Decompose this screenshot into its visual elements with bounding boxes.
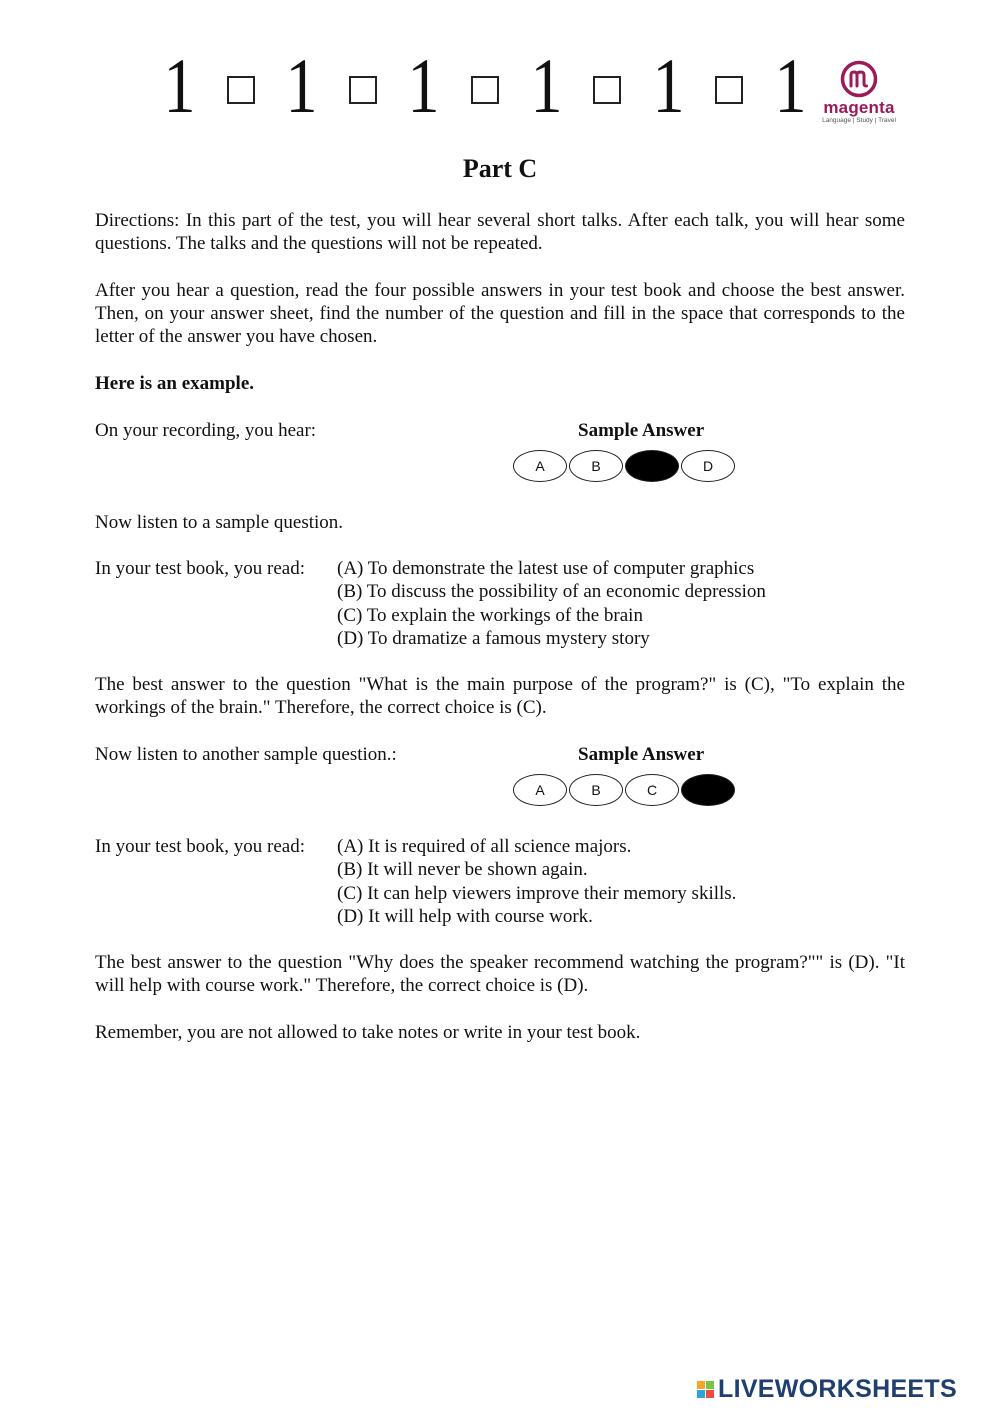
sample2-read-label: In your test book, you read: [95,836,306,857]
sample2-prompt: Now listen to another sample question.: [95,744,397,765]
option-a: (A) It is required of all science majors. [337,836,632,857]
option-b: (B) To discuss the possibility of an economic depression [337,581,766,603]
sample2-explanation: The best answer to the question "Why does the speaker recommend watching the program?"" is (D). "It will help with course work." Therefore, the correct choice is (D). [95,952,905,996]
liveworksheets-logo-icon [697,1381,714,1398]
sample1-read-label: In your test book, you read: [95,558,306,579]
checkbox-square [715,76,743,104]
directions-paragraph-2: After you hear a question, read the four possible answers in your test book and choose the best answer. Then, on your answer sheet, find the number of the question and fill in the space that corresponds to the letter of the answer you have chosen. [95,280,905,347]
number-one: 1 [285,41,318,129]
answer-bubble-b: B [569,774,623,806]
logo-brand: magenta [823,98,895,117]
checkbox-square [471,76,499,104]
number-one: 1 [652,41,685,129]
number-one: 1 [774,41,807,129]
number-one: 1 [407,41,440,129]
page-title: Part C [462,154,538,183]
magenta-logo [814,60,904,135]
checkbox-square [349,76,377,104]
header-number-strip [160,41,810,129]
liveworksheets-wordmark: LIVEWORKSHEETS [718,1375,957,1403]
sample1-answer-label: Sample Answer [578,420,705,441]
sample1-prompt: On your recording, you hear: [95,420,317,441]
answer-bubble-c-filled [625,450,679,482]
answer-bubble-d: D [681,450,735,482]
answer-bubble-c: C [625,774,679,806]
sample1-listen-text: Now listen to a sample question. [95,512,344,533]
directions-paragraph-1: Directions: In this part of the test, you will hear several short talks. After each talk, you will hear some questions. The talks and the questions will not be repeated. [95,210,905,254]
sample2-options [337,835,736,928]
option-d: (D) It will help with course work. [337,905,593,927]
number-one: 1 [530,41,563,129]
number-one: 1 [163,41,196,129]
reminder-text: Remember, you are not allowed to take notes or write in your test book. [95,1022,641,1043]
option-c: (C) It can help viewers improve their memory skills. [337,882,737,904]
checkbox-square [227,76,255,104]
option-c: (C) To explain the workings of the brain [337,604,643,626]
answer-bubble-a: A [513,450,567,482]
sample2-answer-label: Sample Answer [578,744,705,765]
magenta-m-icon [840,60,878,98]
answer-bubble-b: B [569,450,623,482]
option-d: (D) To dramatize a famous mystery story [337,627,650,649]
option-a: (A) To demonstrate the latest use of computer graphics [337,558,755,579]
sample1-answer-bubbles [513,450,735,482]
answer-bubble-d-filled [681,774,735,806]
answer-bubble-a: A [513,774,567,806]
checkbox-square [593,76,621,104]
option-b: (B) It will never be shown again. [337,859,588,881]
sample1-options [337,557,766,650]
logo-tagline: Language | Study | Travel [822,117,896,124]
sample1-explanation: The best answer to the question "What is the main purpose of the program?" is (C), "To explain the workings of the brain." Therefore, the correct choice is (C). [95,674,905,718]
example-heading: Here is an example. [95,373,255,394]
liveworksheets-watermark [697,1377,957,1402]
sample2-answer-bubbles [513,774,735,806]
